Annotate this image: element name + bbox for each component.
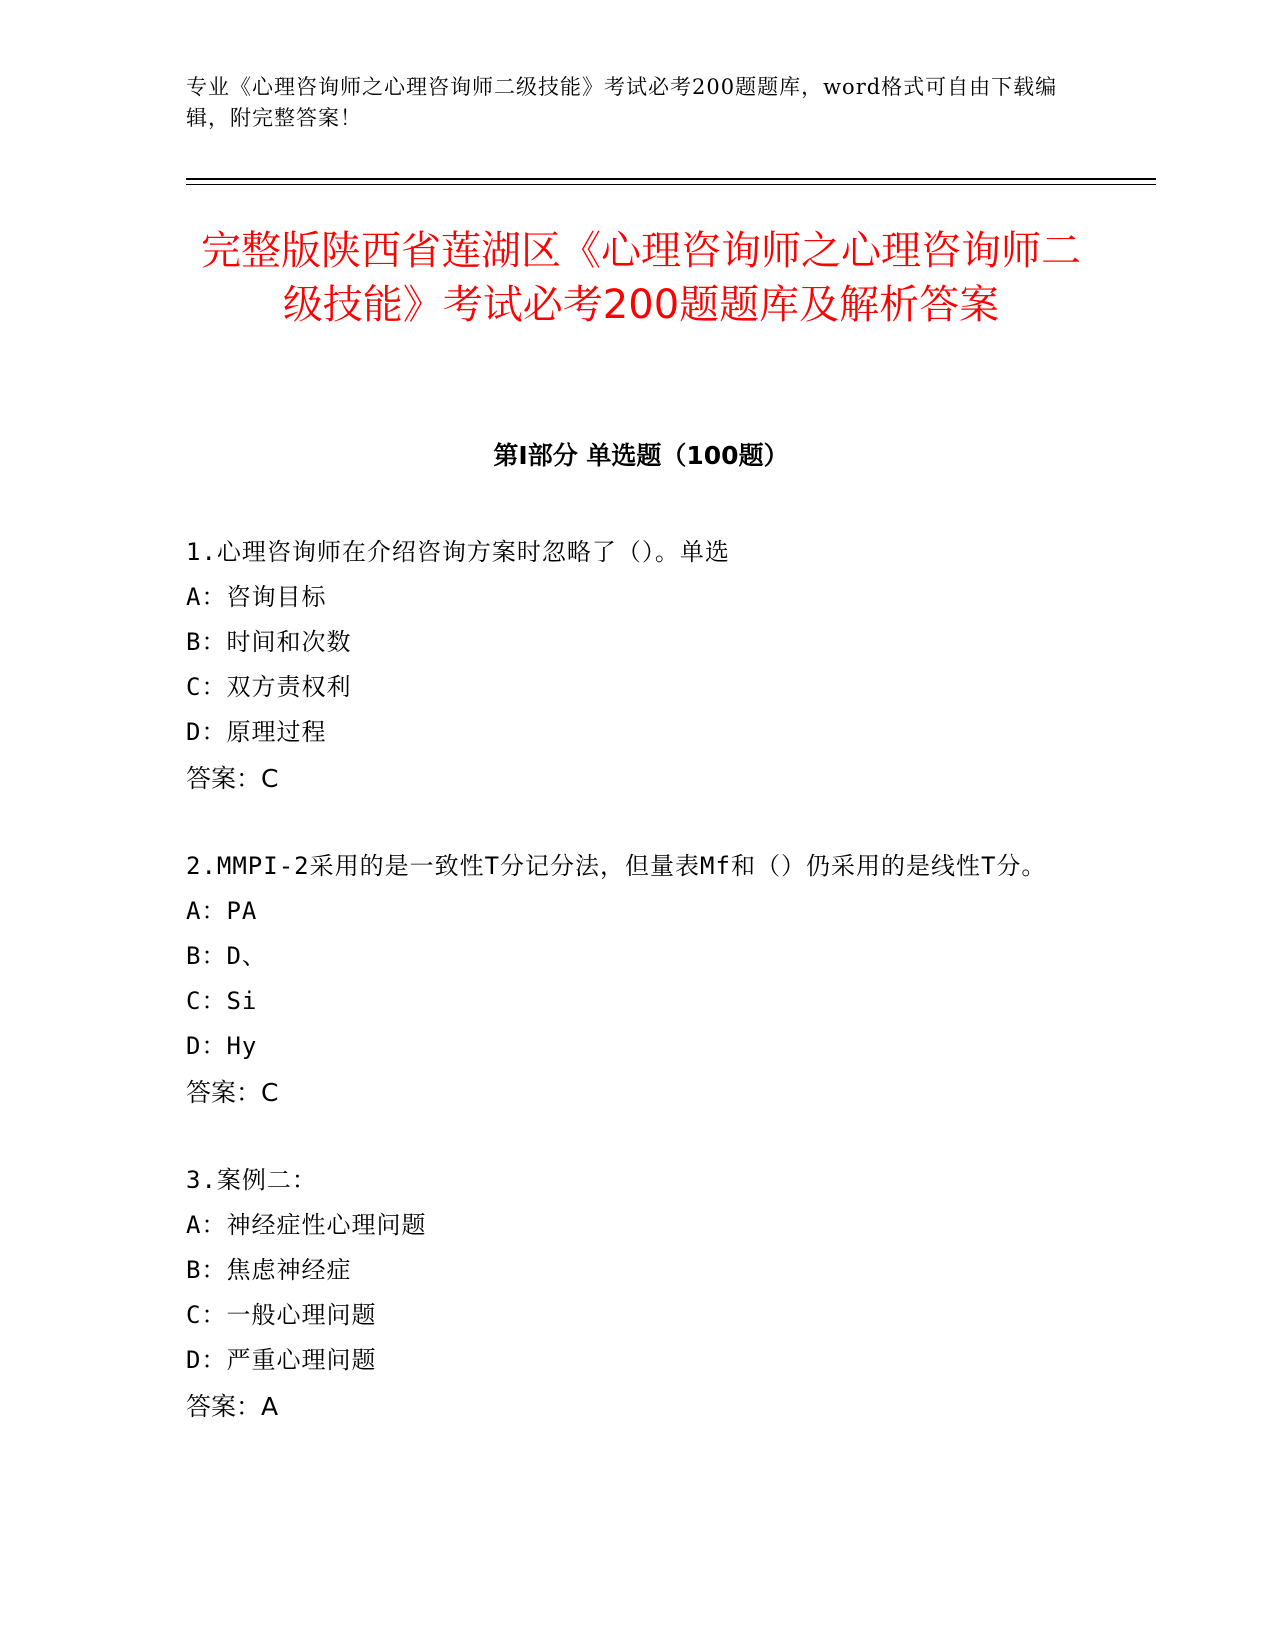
header-note: 专业《心理咨询师之心理咨询师二级技能》考试必考200题题库，word格式可自由下载编辑，附完整答案！ [186,75,1058,130]
option-a: A：神经症性心理问题 [186,1211,427,1239]
question-3 [186,1158,1086,1431]
question-list [186,530,1086,1472]
answer: 答案：C [186,1078,279,1107]
question-1 [186,530,1086,803]
question-2 [186,844,1086,1117]
option-d: D：Hy [186,1032,258,1060]
document-title: 完整版陕西省莲湖区《心理咨询师之心理咨询师二级技能》考试必考200题题库及解析答案 [201,228,1081,328]
option-b: B：D、 [186,942,267,970]
answer: 答案：A [186,1392,279,1421]
option-b: B：焦虑神经症 [186,1256,352,1284]
question-stem: 2.MMPI-2采用的是一致性T分记分法，但量表Mf和（）仍采用的是线性T分。 [186,852,1047,880]
question-stem: 1.心理咨询师在介绍咨询方案时忽略了（）。单选 [186,538,730,566]
option-b: B：时间和次数 [186,628,352,656]
section-title: 第Ⅰ部分 单选题（100题） [493,441,789,470]
header-divider-thin [186,184,1156,185]
header-divider-thick [186,178,1156,180]
question-stem: 3.案例二： [186,1166,317,1194]
option-c: C：一般心理问题 [186,1301,377,1329]
option-c: C：Si [186,987,258,1015]
answer: 答案：C [186,764,279,793]
option-a: A：咨询目标 [186,583,327,611]
option-d: D：严重心理问题 [186,1346,377,1374]
option-d: D：原理过程 [186,718,327,746]
option-a: A：PA [186,897,258,925]
option-c: C：双方责权利 [186,673,352,701]
